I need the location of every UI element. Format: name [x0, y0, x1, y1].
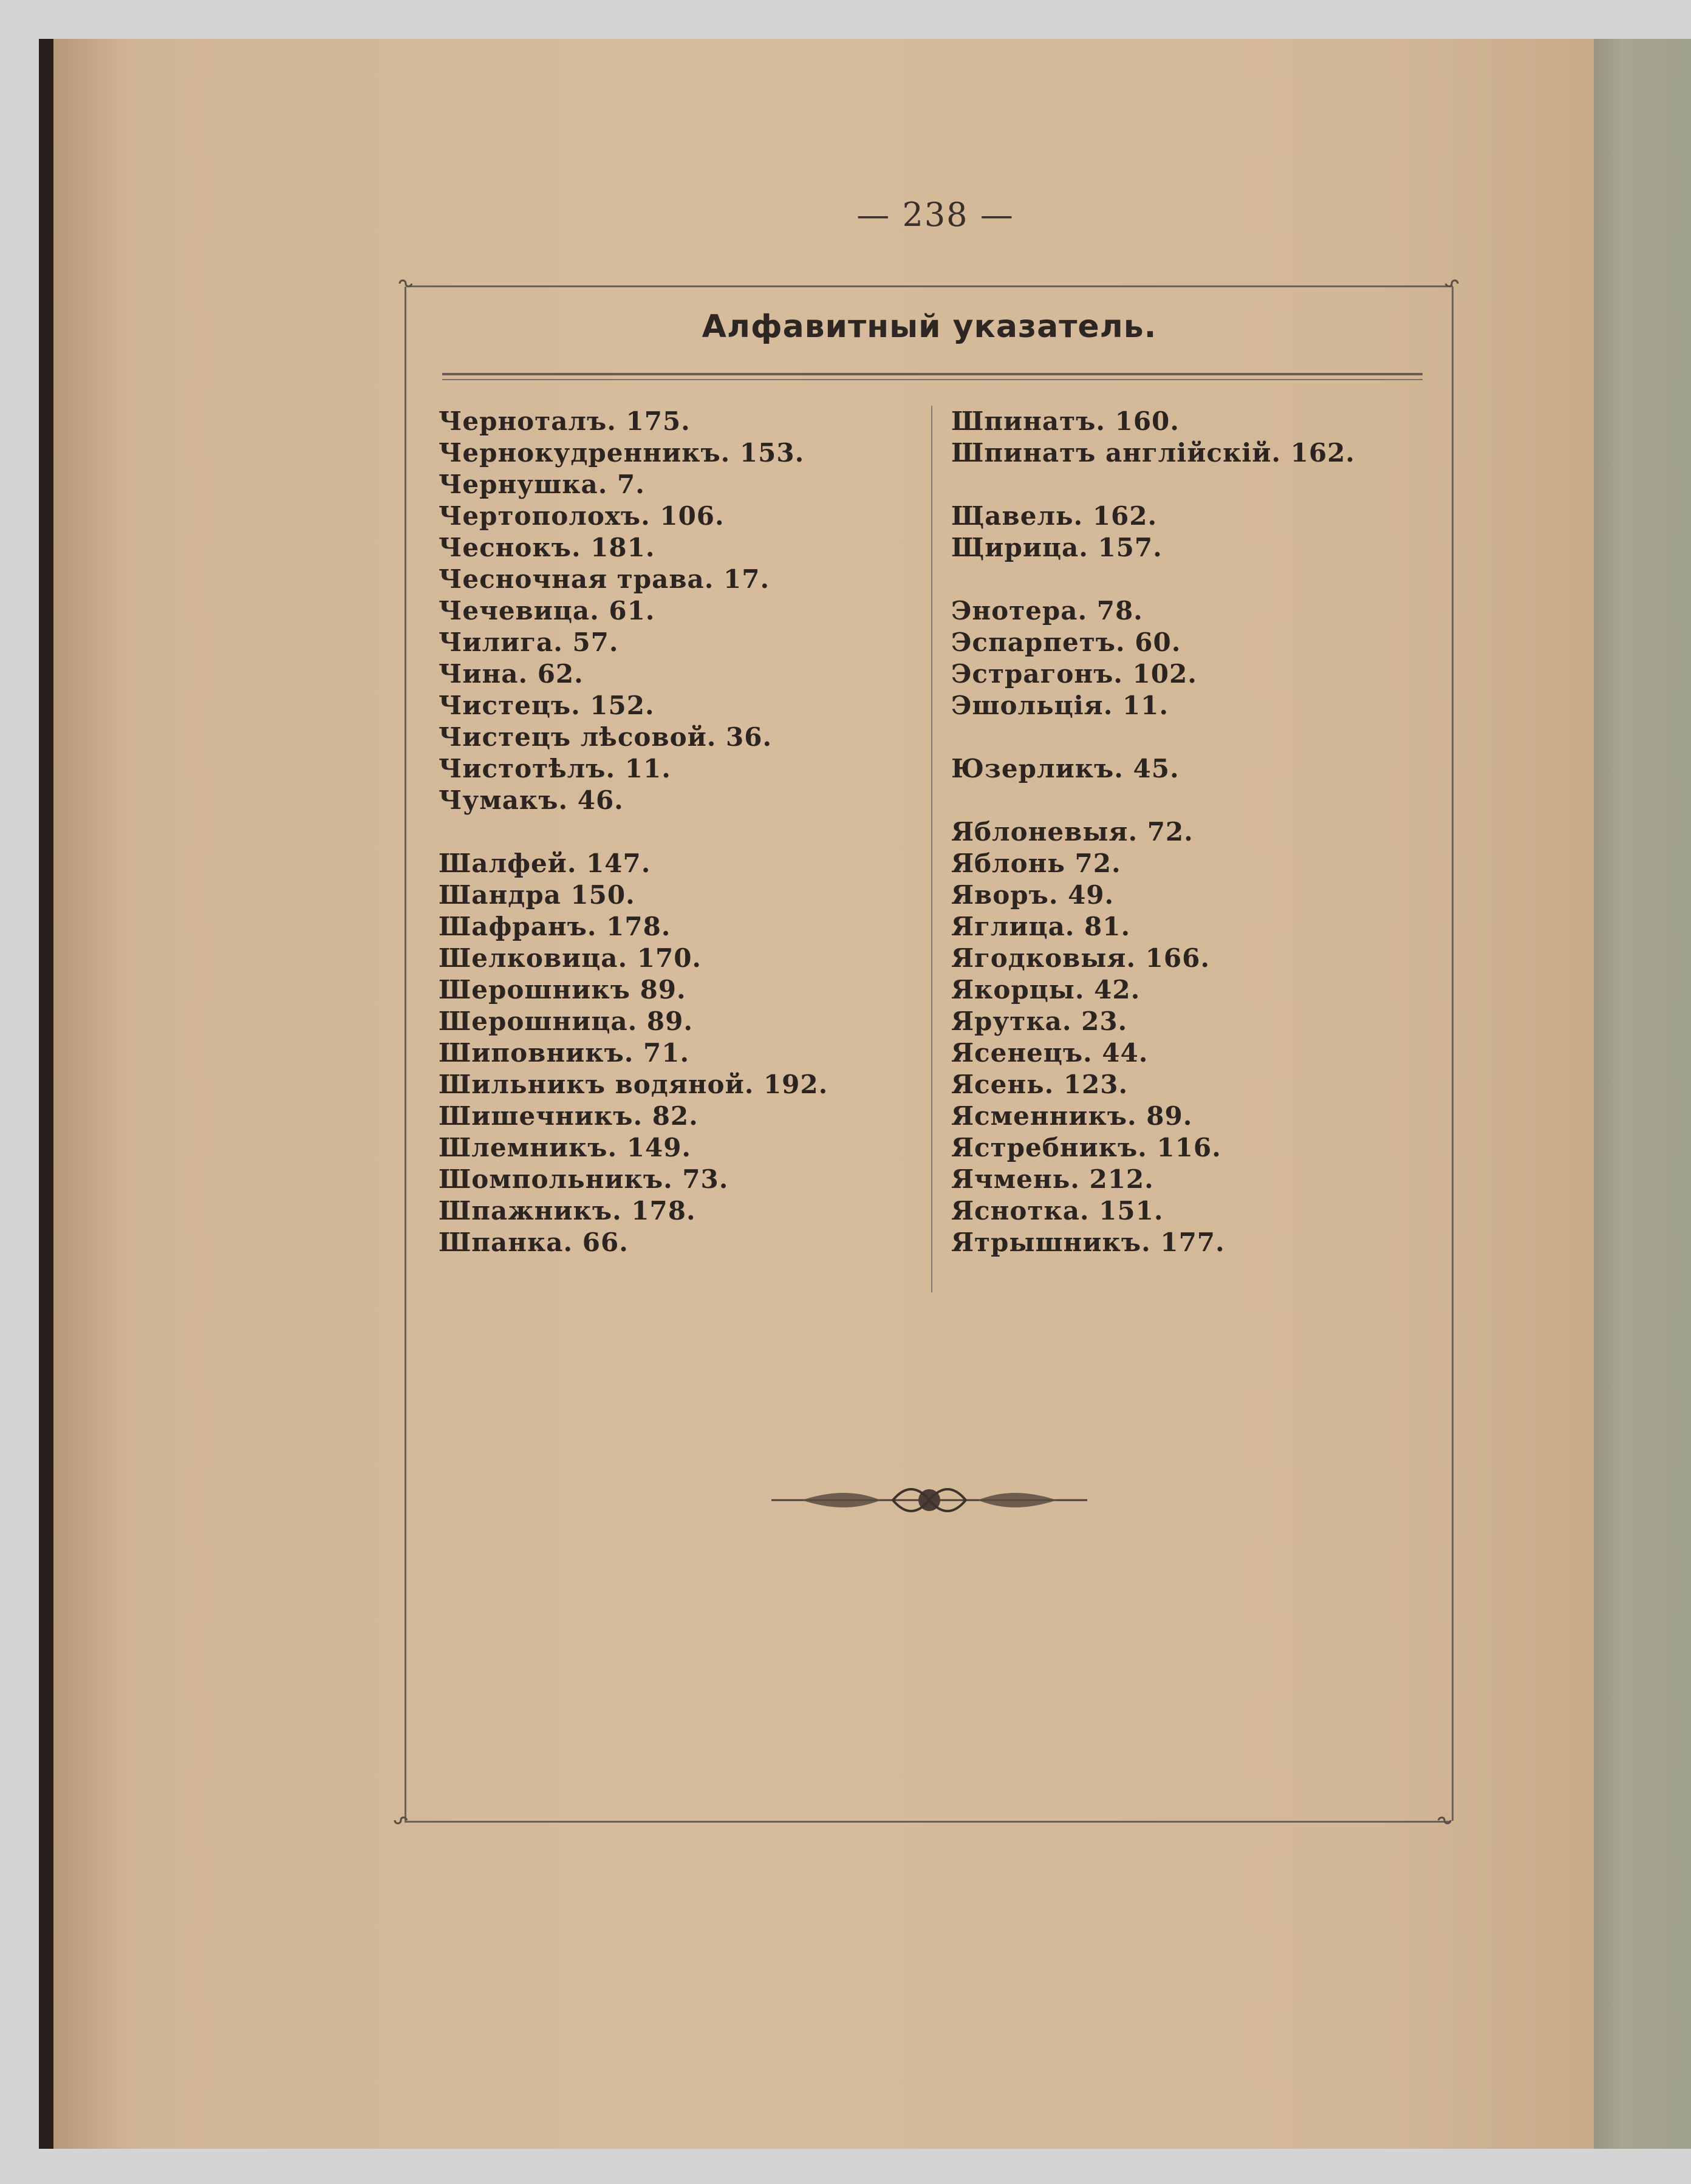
index-right-entry: Ясменникъ. 89.: [951, 1101, 1193, 1131]
corner-ornament-top-left: [397, 277, 414, 290]
frame-top-border: [408, 285, 1453, 287]
frame-bottom-border: [405, 1821, 1449, 1823]
index-left-entry: Шомпольникъ. 73.: [439, 1164, 729, 1194]
end-ornament: [765, 1482, 1093, 1518]
column-divider: [931, 406, 932, 1292]
index-right-entry: Щирица. 157.: [951, 533, 1163, 562]
index-left-entry: Чертополохъ. 106.: [439, 501, 725, 531]
index-right-entry: Эстрагонъ. 102.: [951, 659, 1197, 689]
index-right-entry: Яблонь 72.: [951, 848, 1121, 878]
index-right-entry: Яворъ. 49.: [951, 880, 1115, 910]
index-right-entry: Эшольція. 11.: [951, 691, 1169, 720]
index-left-entry: Чилига. 57.: [439, 627, 619, 657]
index-right-entry: Ятрышникъ. 177.: [951, 1227, 1225, 1257]
index-right-entry: Ясенецъ. 44.: [951, 1038, 1149, 1068]
index-left-entry: Шишечникъ. 82.: [439, 1101, 699, 1131]
book-cover-edge: [1594, 39, 1691, 2149]
index-left-entry: Чина. 62.: [439, 659, 584, 689]
heading-rule-thin: [442, 379, 1423, 380]
index-right-spacer: [951, 722, 1437, 753]
index-right-spacer: [951, 469, 1437, 500]
index-left-entry: Шпажникъ. 178.: [439, 1196, 696, 1226]
index-right-entry: Энотера. 78.: [951, 596, 1143, 626]
frame-left-border: [405, 287, 406, 1821]
corner-ornament-bottom-left: [392, 1814, 409, 1827]
index-left-entry: Черноталъ. 175.: [439, 406, 691, 436]
index-left-entry: Шерошница. 89.: [439, 1006, 693, 1036]
corner-ornament-bottom-right: [1436, 1814, 1453, 1827]
index-left-entry: Чесночная трава. 17.: [439, 564, 770, 594]
index-left-entry: Шпанка. 66.: [439, 1227, 629, 1257]
index-left-entry: Шлемникъ. 149.: [439, 1133, 692, 1162]
index-left-entry: Чистецъ лѣсовой. 36.: [439, 722, 773, 752]
index-left-entry: Шандра 150.: [439, 880, 635, 910]
heading-rule-thick: [442, 373, 1423, 375]
index-left-entry: Шафранъ. 178.: [439, 912, 671, 941]
index-right-entry: Шпинатъ англійскій. 162.: [951, 438, 1355, 468]
index-left-entry: Шалфей. 147.: [439, 848, 651, 878]
index-column-right: [951, 406, 1437, 1258]
index-right-entry: Яснотка. 151.: [951, 1196, 1164, 1226]
index-left-entry: Чернокудренникъ. 153.: [439, 438, 805, 468]
index-right-entry: Ячмень. 212.: [951, 1164, 1154, 1194]
index-left-entry: Чистотѣлъ. 11.: [439, 754, 671, 783]
page-number: — 238 —: [856, 196, 1014, 234]
index-right-entry: Юзерликъ. 45.: [951, 754, 1180, 783]
index-left-entry: Чернушка. 7.: [439, 469, 645, 499]
index-left-entry: Чеснокъ. 181.: [439, 533, 655, 562]
index-left-entry: Шелковица. 170.: [439, 943, 702, 973]
index-right-entry: Яблоневыя. 72.: [951, 817, 1194, 847]
index-left-entry: Чистецъ. 152.: [439, 691, 655, 720]
index-left-entry: Чечевица. 61.: [439, 596, 655, 626]
index-left-spacer: [439, 816, 912, 848]
index-right-entry: Шпинатъ. 160.: [951, 406, 1180, 436]
index-right-entry: Ягодковыя. 166.: [951, 943, 1210, 973]
index-right-entry: Якорцы. 42.: [951, 975, 1141, 1005]
index-right-entry: Ястребникъ. 116.: [951, 1133, 1221, 1162]
index-right-spacer: [951, 785, 1437, 816]
corner-ornament-top-right: [1443, 277, 1460, 290]
index-left-entry: Чумакъ. 46.: [439, 785, 624, 815]
index-right-entry: Щавель. 162.: [951, 501, 1158, 531]
frame-right-border: [1452, 287, 1454, 1821]
index-left-entry: Шерошникъ 89.: [439, 975, 686, 1005]
index-left-entry: Шиповникъ. 71.: [439, 1038, 690, 1068]
index-column-left: [439, 406, 912, 1258]
index-right-spacer: [951, 564, 1437, 595]
index-heading: Алфавитный указатель.: [702, 309, 1157, 345]
index-right-entry: Эспарпетъ. 60.: [951, 627, 1181, 657]
index-right-entry: Ярутка. 23.: [951, 1006, 1128, 1036]
index-left-entry: Шильникъ водяной. 192.: [439, 1070, 828, 1099]
index-right-entry: Ясень. 123.: [951, 1070, 1129, 1099]
index-right-entry: Яглица. 81.: [951, 912, 1131, 941]
